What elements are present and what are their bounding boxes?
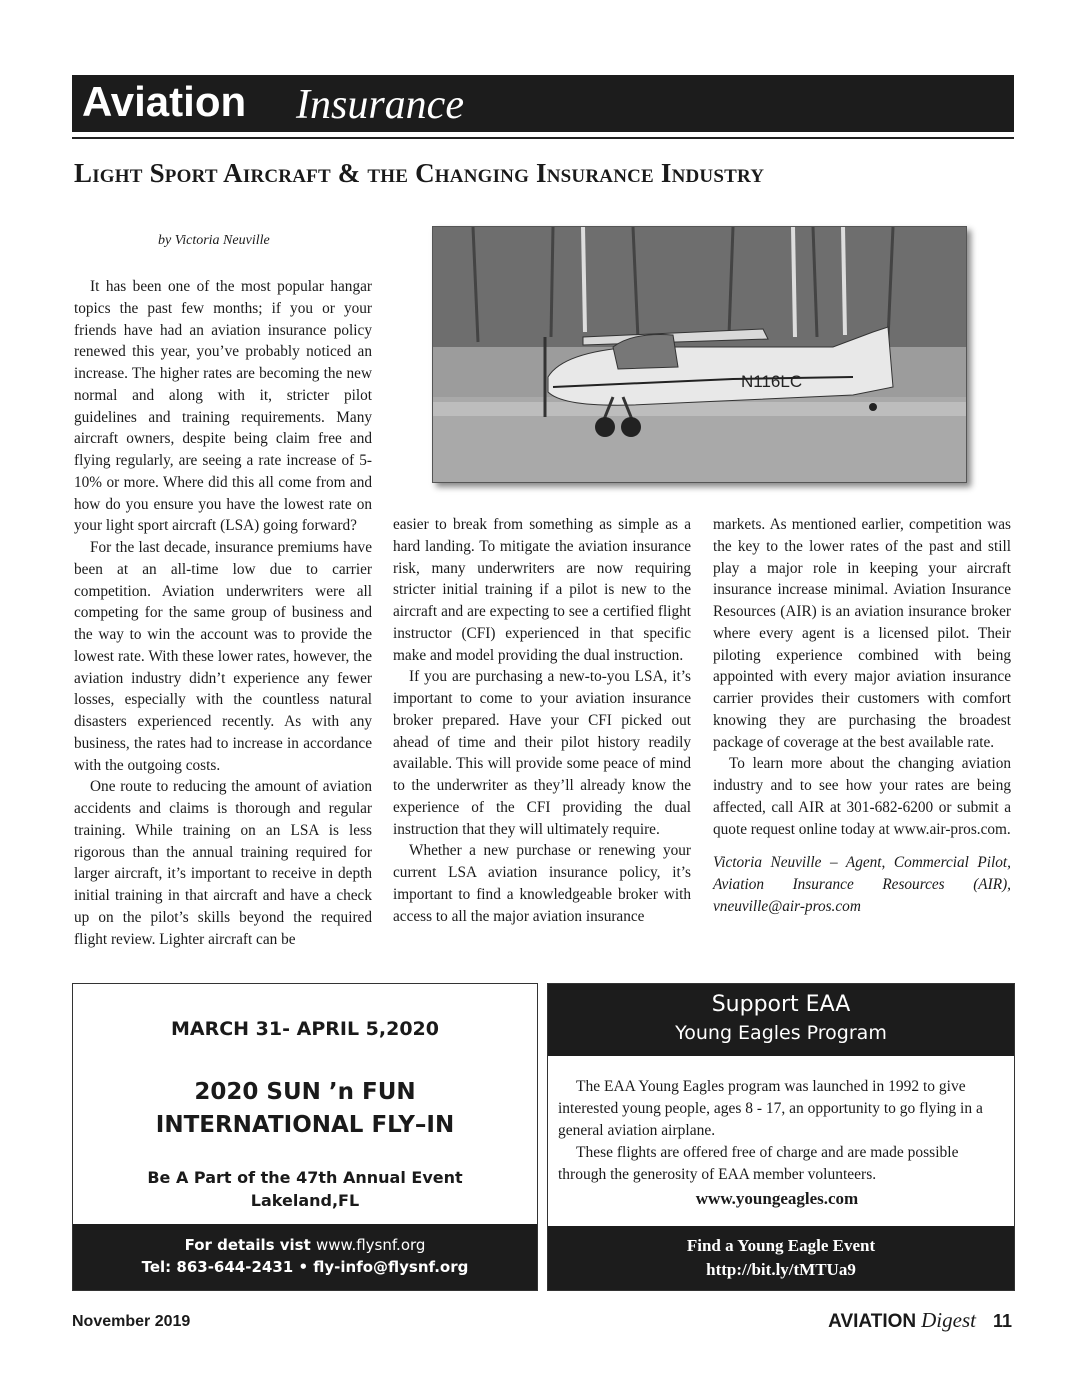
paragraph: One route to reducing the amount of aviation accidents and claims is thorough and regular training. While training on an LSA is less rigorous than the annual training required for larger aircraft, it’s important to receive in depth initial training in that aircraft and have a check up on the pilot’s skills beyond the required flight review. Lighter aircraft can be — [74, 778, 372, 948]
article-column-2 — [393, 514, 691, 927]
tail-number: N116LC — [741, 372, 803, 391]
ad-paragraph: These flights are offered free of charge and are made possible through the generosity of EAA member volunteers. — [558, 1144, 959, 1183]
details-link[interactable]: www.flysnf.org — [316, 1236, 426, 1254]
section-title: Aviation — [82, 78, 247, 125]
find-event-link[interactable]: http://bit.ly/tMTUa9 — [706, 1260, 856, 1279]
article-column-1 — [74, 276, 372, 950]
author-signature: Victoria Neuville – Agent, Commercial Pilot, Aviation Insurance Resources (AIR), vneuville@air-pros.com — [713, 854, 1011, 915]
event-location: Lakeland,FL — [250, 1191, 360, 1210]
aircraft-photo — [432, 226, 967, 483]
paragraph: To learn more about the changing aviation industry and to see how your rates are being affected, call AIR at 301-682-6200 or submit a quote request online today at www.air-pros.com. — [713, 755, 1011, 838]
article-column-3 — [713, 514, 1011, 918]
find-event-label: Find a Young Eagle Event — [686, 1236, 876, 1255]
event-title-line-1: 2020 SUN ’n FUN — [194, 1079, 416, 1105]
paragraph: For the last decade, insurance premiums have been at an all-time low due to carrier competition. Aviation underwriters were all competing for the same group of business and the way to win the account was to provide the lowest rate. With these lower rates, however, the aviation industry didn’t experience any fewer losses, especially with the countless natural disasters experienced recently. As with any business, the rates had to increase in accordance with the outgoing costs. — [74, 539, 372, 774]
paragraph: easier to break from something as simple as a hard landing. To mitigate the aviation insurance risk, many underwriters are now requiring stricter initial training if a pilot is new to the aircraft and are expecting to see a certified flight instructor (CFI) experienced in that specific make and model providing the dual instruction. — [393, 516, 691, 664]
details-label: For details vist — [184, 1236, 317, 1254]
event-title-line-2: INTERNATIONAL FLY–IN — [155, 1112, 455, 1138]
paragraph: Whether a new purchase or renewing your current LSA aviation insurance policy, it’s important to find a knowledgeable broker with access to all the major aviation insurance — [393, 842, 691, 925]
event-subtitle: Be A Part of the 47th Annual Event — [147, 1168, 463, 1187]
issue-date: November 2019 — [72, 1313, 191, 1330]
magazine-name-italic: Digest — [921, 1308, 976, 1332]
event-dates: MARCH 31- APRIL 5,2020 — [170, 1018, 439, 1040]
paragraph: It has been one of the most popular hangar topics the past few months; if you or your friends have had an aviation insurance policy renewed this year, you’ve probably noticed an increase. The higher rates are becoming the new normal and along with it, stricter pilot guidelines and training requirements. Many aircraft owners, despite being claim free and flying regularly, are seeing a rate increase of 5-10% or more. Where did this all come from and how do you ensure you have the lowest rate on your light sport aircraft (LSA) going forward? — [74, 278, 372, 535]
section-subtitle: Insurance — [296, 82, 464, 128]
eaa-young-eagles-ad — [547, 983, 1015, 1291]
magazine-footer — [828, 1308, 1012, 1333]
divider — [72, 137, 1014, 139]
sun-n-fun-ad — [72, 983, 538, 1291]
ad-paragraph: The EAA Young Eagles program was launched in 1992 to give interested young people, ages 8 - 17, an opportunity to go flying in a general aviation airplane. — [558, 1078, 983, 1139]
ad-subtitle: Young Eagles Program — [675, 1022, 887, 1044]
byline: by Victoria Neuville — [158, 233, 270, 248]
contact-info: Tel: 863-644-2431 • fly-info@flysnf.org — [141, 1258, 469, 1276]
article-title: Light Sport Aircraft & the Changing Insurance Industry — [74, 158, 765, 188]
young-eagles-link[interactable]: www.youngeagles.com — [695, 1189, 859, 1208]
page-number: 11 — [992, 1311, 1012, 1331]
ad-title: Support EAA — [711, 992, 851, 1017]
magazine-name: AVIATION — [828, 1311, 917, 1332]
paragraph: If you are purchasing a new-to-you LSA, it’s important to come to your aviation insurance broker prepared. Have your CFI picked out ahead of time and their pilot history readily available. This will provide some peace of mind to the underwriter as they’ll already know the experience of the CFI providing the dual instruction that they will ultimately require. — [393, 668, 691, 838]
paragraph: markets. As mentioned earlier, competition was the key to the lower rates of the past and still play a major role in keeping your aircraft insurance increase minimal. Aviation Insurance Resources (AIR) is an aviation insurance broker where every agent is a licensed pilot. Their piloting experience combined with being appointed with every major aviation insurance carrier provides their customers with comfort knowing they are purchasing the broadest package of coverage at the best available rate. — [713, 516, 1011, 751]
section-header — [72, 75, 1014, 132]
